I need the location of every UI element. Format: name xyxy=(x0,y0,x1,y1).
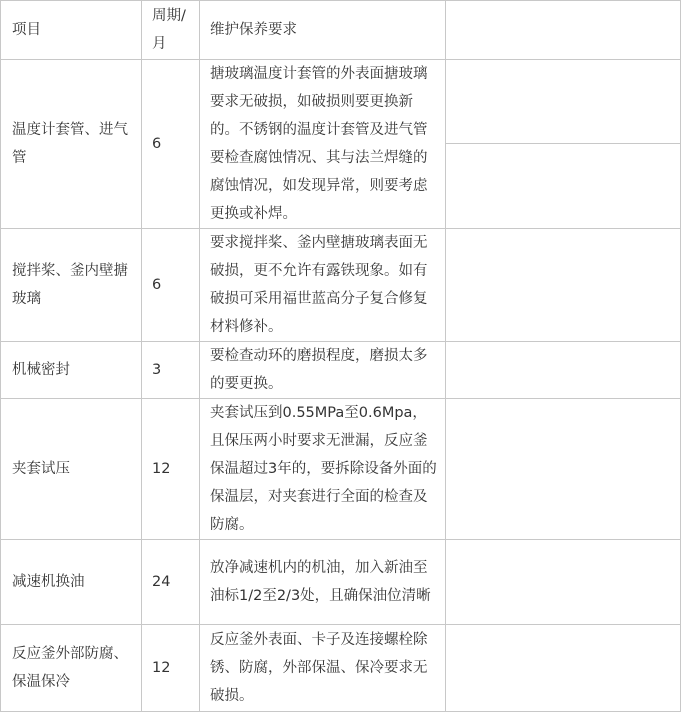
table-row xyxy=(1,60,681,229)
row-item: 搅拌桨、釜内壁搪玻璃 xyxy=(1,229,142,342)
row-item: 温度计套管、进气管 xyxy=(1,60,142,229)
row-extra-cell xyxy=(446,399,681,540)
table-row xyxy=(1,625,681,712)
row-requirement: 反应釜外表面、卡子及连接螺栓除锈、防腐，外部保温、保冷要求无破损。 xyxy=(200,625,446,712)
table-row xyxy=(1,399,681,540)
row-cycle: 6 xyxy=(142,229,200,342)
row-requirement: 放净减速机内的机油，加入新油至油标1/2至2/3处，且确保油位清晰 xyxy=(200,540,446,625)
row-requirement: 搪玻璃温度计套管的外表面搪玻璃要求无破损，如破损则要更换新的。不锈钢的温度计套管及进气管要检查腐蚀情况、其与法兰焊缝的腐蚀情况，如发现异常，则要考虑更换或补焊。 xyxy=(200,60,446,229)
row-cycle: 3 xyxy=(142,342,200,399)
row-extra-cell xyxy=(446,625,681,712)
row-requirement: 要检查动环的磨损程度，磨损太多的要更换。 xyxy=(200,342,446,399)
table-header-row xyxy=(1,1,681,60)
row-requirement: 要求搅拌桨、釜内壁搪玻璃表面无破损，更不允许有露铁现象。如有破损可采用福世蓝高分子复合修复材料修补。 xyxy=(200,229,446,342)
header-requirement: 维护保养要求 xyxy=(200,1,446,60)
row-extra-cell xyxy=(446,60,681,229)
row-item: 机械密封 xyxy=(1,342,142,399)
row-cycle: 12 xyxy=(142,625,200,712)
row-requirement: 夹套试压到0.55MPa至0.6Mpa，且保压两小时要求无泄漏，反应釜保温超过3年的，要拆除设备外面的保温层，对夹套进行全面的检查及防腐。 xyxy=(200,399,446,540)
table-row xyxy=(1,342,681,399)
header-cycle: 周期/月 xyxy=(142,1,200,60)
table-row xyxy=(1,540,681,625)
row-cycle: 12 xyxy=(142,399,200,540)
row-item: 减速机换油 xyxy=(1,540,142,625)
row-item: 反应釜外部防腐、保温保冷 xyxy=(1,625,142,712)
table-row xyxy=(1,229,681,342)
extra-cell-divider xyxy=(446,60,680,144)
row-extra-cell xyxy=(446,342,681,399)
row-cycle: 24 xyxy=(142,540,200,625)
row-item: 夹套试压 xyxy=(1,399,142,540)
row-extra-cell xyxy=(446,540,681,625)
row-extra-cell xyxy=(446,229,681,342)
row-cycle: 6 xyxy=(142,60,200,229)
header-item: 项目 xyxy=(1,1,142,60)
header-extra-cell xyxy=(446,1,681,60)
